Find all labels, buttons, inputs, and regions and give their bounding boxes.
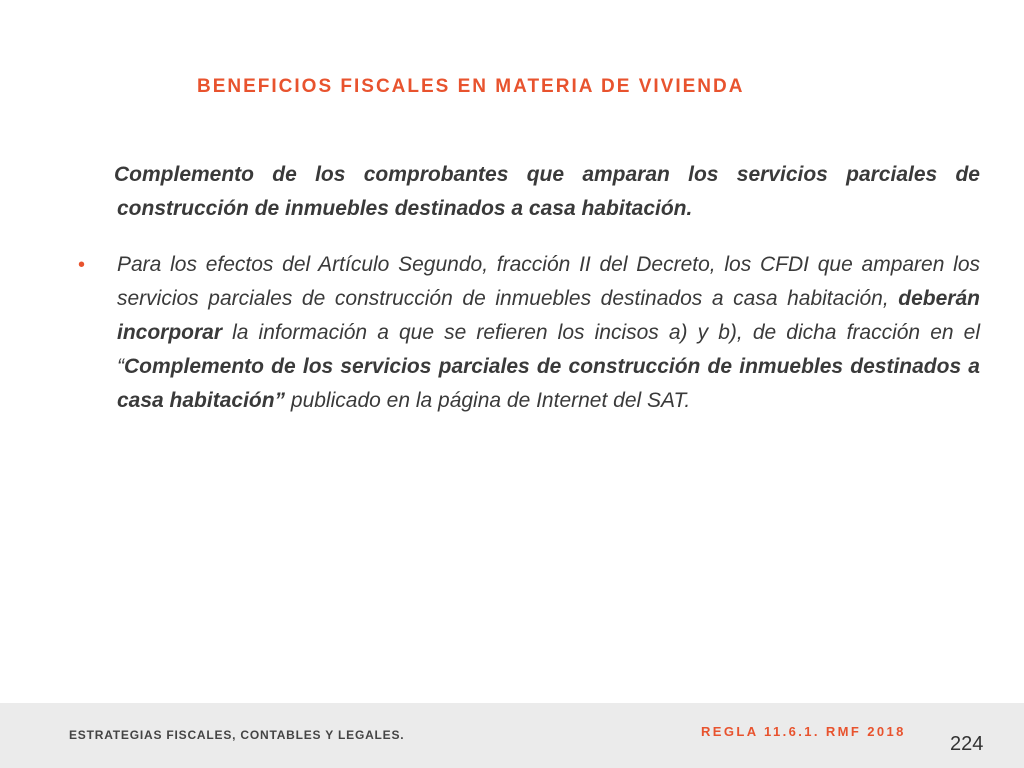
bullet-emphasis-complemento: Complemento de los servicios parciales de construcción de inmuebles destinados a casa habitación” [117, 355, 980, 412]
footer-bar [0, 703, 1024, 768]
bullet-text-part3: publicado en la página de Internet del SAT. [285, 389, 691, 412]
bullet-emphasis-deberan: deberán incorporar [117, 287, 980, 344]
page-number: 224 [950, 733, 984, 755]
bullet-text-part1: Para los efectos del Artículo Segundo, fracción II del Decreto, los CFDI que amparen los servicios parciales de construcción de inmuebles destinados a casa habitación, [117, 253, 980, 310]
slide-title: BENEFICIOS FISCALES EN MATERIA DE VIVIENDA [197, 76, 745, 97]
slide-subtitle: Complemento de los comprobantes que amparan los servicios parciales de construcción de inmuebles destinados a casa habitación. [114, 163, 980, 220]
bullet-icon: • [78, 254, 86, 276]
slide-content [76, 158, 980, 418]
footer-rule-reference: REGLA 11.6.1. RMF 2018 [701, 724, 906, 739]
bullet-text-part2: la información a que se refieren los incisos a) y b), de dicha fracción en el “ [117, 321, 980, 378]
footer-tagline: ESTRATEGIAS FISCALES, CONTABLES Y LEGALES. [69, 728, 405, 742]
bullet-item [76, 248, 980, 418]
